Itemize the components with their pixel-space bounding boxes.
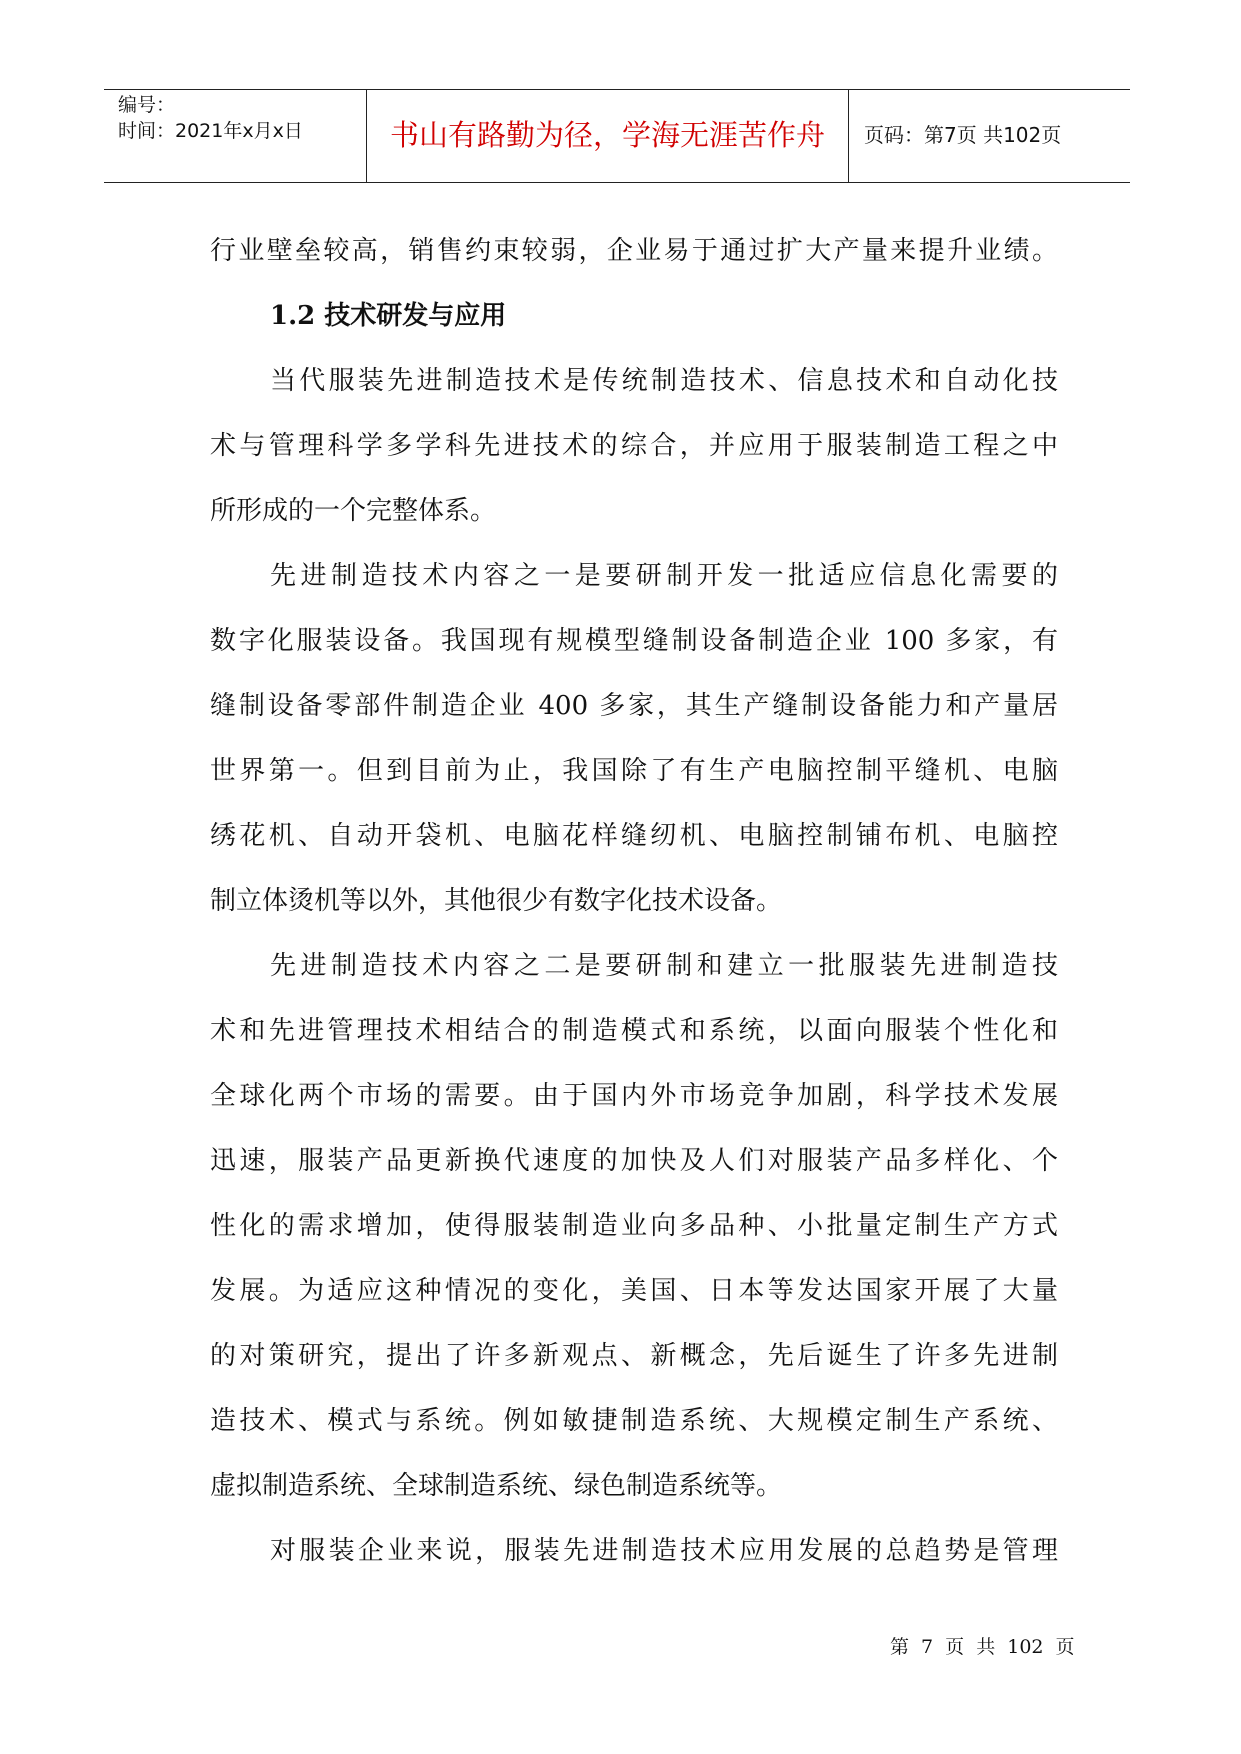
paragraph-line: 先进制造技术内容之二是要研制和建立一批服装先进制造技 <box>270 951 1058 981</box>
header-meta-cell <box>104 90 367 182</box>
paragraph-line: 缝制设备零部件制造企业 400 多家，其生产缝制设备能力和产量居 <box>210 691 1058 721</box>
paragraph-line: 行业壁垒较高，销售约束较弱，企业易于通过扩大产量来提升业绩。 <box>210 236 1058 266</box>
paragraph-line: 造技术、模式与系统。例如敏捷制造系统、大规模定制生产系统、 <box>210 1406 1058 1436</box>
paragraph-line: 绣花机、自动开袋机、电脑花样缝纫机、电脑控制铺布机、电脑控 <box>210 821 1058 851</box>
paragraph-line: 所形成的一个完整体系。 <box>210 496 497 526</box>
page-header <box>104 89 1130 183</box>
paragraph-line: 先进制造技术内容之一是要研制开发一批适应信息化需要的 <box>270 561 1058 591</box>
paragraph-line: 对服装企业来说，服装先进制造技术应用发展的总趋势是管理 <box>270 1536 1058 1566</box>
time-label: 时间：2021年x月x日 <box>118 120 303 142</box>
header-page-number: 页码：第7页 共102页 <box>864 123 1062 147</box>
paragraph-line: 术和先进管理技术相结合的制造模式和系统，以面向服装个性化和 <box>210 1016 1058 1046</box>
paragraph-line: 术与管理科学多学科先进技术的综合，并应用于服装制造工程之中 <box>210 431 1058 461</box>
paragraph-line: 的对策研究，提出了许多新观点、新概念，先后诞生了许多先进制 <box>210 1341 1058 1371</box>
header-motto-cell <box>367 90 849 182</box>
paragraph-line: 虚拟制造系统、全球制造系统、绿色制造系统等。 <box>210 1471 783 1501</box>
motto-text: 书山有路勤为径，学海无涯苦作舟 <box>389 118 825 152</box>
paragraph-line: 世界第一。但到目前为止，我国除了有生产电脑控制平缝机、电脑 <box>210 756 1058 786</box>
paragraph-line: 性化的需求增加，使得服装制造业向多品种、小批量定制生产方式 <box>210 1211 1058 1241</box>
paragraph-line: 数字化服装设备。我国现有规模型缝制设备制造企业 100 多家，有 <box>210 626 1058 656</box>
paragraph-line: 迅速，服装产品更新换代速度的加快及人们对服装产品多样化、个 <box>210 1146 1058 1176</box>
document-body <box>210 219 1058 1584</box>
serial-number-label: 编号： <box>118 94 176 116</box>
paragraph-line: 当代服装先进制造技术是传统制造技术、信息技术和自动化技 <box>270 366 1058 396</box>
paragraph-line: 全球化两个市场的需要。由于国内外市场竞争加剧，科学技术发展 <box>210 1081 1058 1111</box>
page-footer: 第 7 页 共 102 页 <box>890 1636 1075 1658</box>
section-heading: 1.2 技术研发与应用 <box>270 301 507 331</box>
paragraph-line: 制立体烫机等以外，其他很少有数字化技术设备。 <box>210 886 783 916</box>
paragraph-line: 发展。为适应这种情况的变化，美国、日本等发达国家开展了大量 <box>210 1276 1058 1306</box>
header-page-cell <box>850 90 1130 182</box>
